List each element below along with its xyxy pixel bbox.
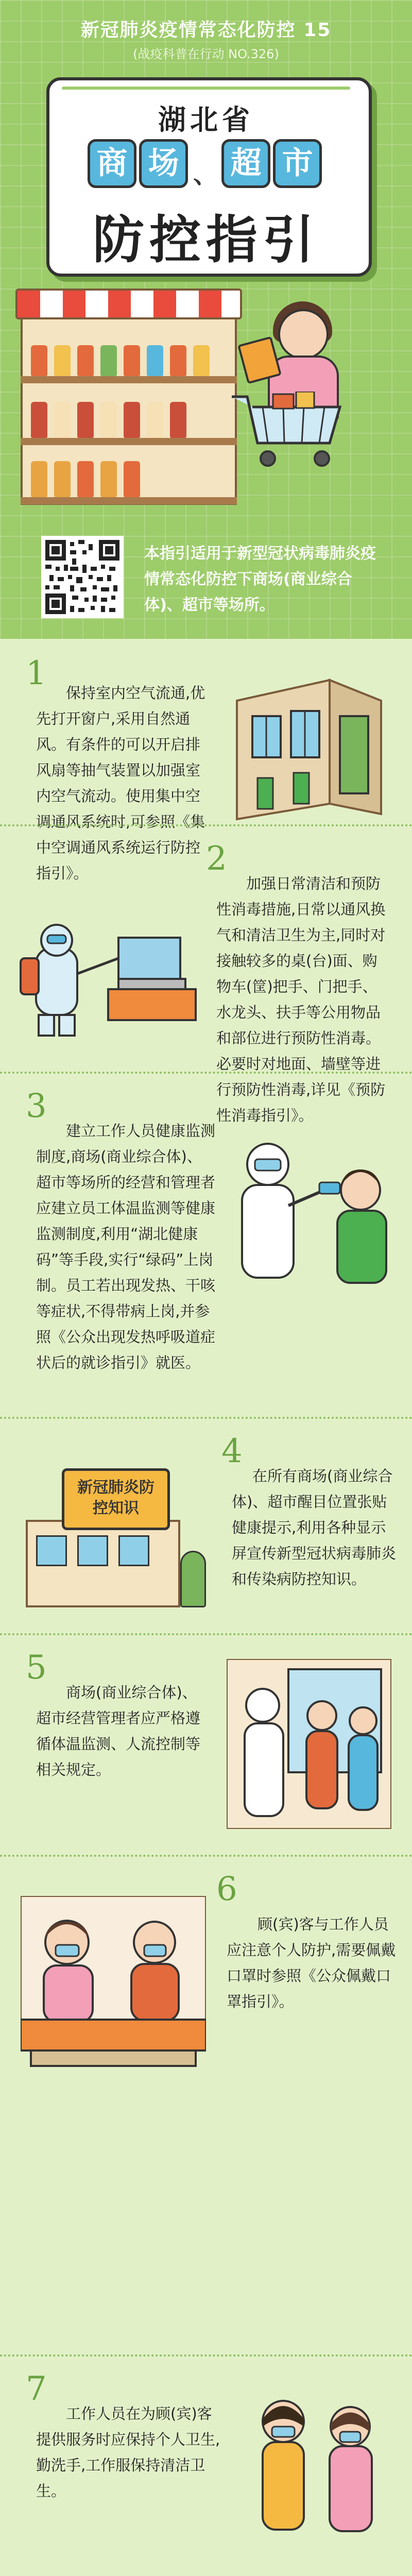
province-title: 湖北省	[158, 104, 254, 136]
shelf-awning	[15, 289, 242, 319]
intro-text: 本指引适用于新型冠状病毒肺炎疫情常态化防控下商场(商业综合体)、超市等场所。	[144, 545, 376, 614]
step-5	[0, 1649, 412, 1844]
step-number: 1	[26, 654, 47, 692]
step-text: 工作人员在为顾(宾)客提供服务时应保持个人卫生,勤洗手,工作服保持清洁卫生。	[36, 2405, 220, 2500]
health-sign-text: 新冠肺炎防控知识	[77, 1479, 154, 1517]
mask-wearing-illustration	[21, 1896, 206, 2071]
step-1	[0, 654, 412, 882]
series-number: (战疫科普在行动 NO.326)	[133, 47, 279, 61]
step-number: 2	[206, 840, 227, 878]
shopping-cart-icon	[227, 392, 345, 469]
section-divider	[0, 2354, 412, 2359]
section-divider	[0, 1633, 412, 1637]
step-number: 3	[26, 1087, 47, 1125]
series-title: 新冠肺炎疫情常态化防控 15	[80, 20, 332, 41]
step-6	[0, 1870, 412, 2087]
section-divider	[0, 824, 412, 828]
venue-char-box: 市	[273, 139, 322, 188]
supermarket-shelf-illustration	[21, 289, 237, 505]
step-text: 保持室内空气流通,优先打开窗户,采用自然通风。有条件的可以开启排风扇等抽气装置以加强室内空气流动。使用集中空调通风系统时,可参照《集中空调通风系统运行防控指引》。	[36, 684, 205, 882]
step-number: 6	[216, 1870, 237, 1908]
guide-title: 防控指引	[93, 210, 319, 270]
step-7	[0, 2370, 412, 2576]
crowd-control-illustration	[227, 1659, 391, 1829]
shopper-head	[278, 309, 329, 360]
section-divider	[0, 1072, 412, 1076]
venue-separator: 、	[193, 160, 218, 189]
step-number: 5	[26, 1649, 47, 1687]
step-text: 在所有商场(商业综合体)、超市醒目位置张贴健康提示,利用各种显示屏宣传新型冠状病毒肺炎和传染病防控知识。	[232, 1467, 397, 1588]
title-card-stripe	[62, 87, 350, 90]
step-number: 4	[221, 1432, 243, 1470]
section-divider	[0, 1855, 412, 1859]
step-2	[0, 840, 412, 1124]
temperature-check-illustration	[227, 1133, 397, 1288]
step-text: 建立工作人员健康监测制度,商场(商业综合体)、超市等场所的经营和管理者应建立员工体温监测等健康监测制度,利用“湖北健康码”等手段,实行“绿码”上岗制。员工若出现发热、干咳等症状,不得带病上岗,并参照《公众出现发热呼吸道症状后的就诊指引》就医。	[36, 1122, 216, 1371]
venue-title-row	[88, 139, 324, 188]
intro-section	[0, 515, 412, 639]
section-divider	[0, 1417, 412, 1421]
step-number: 7	[26, 2370, 47, 2408]
health-sign-illustration	[26, 1468, 211, 1613]
disinfection-worker-illustration	[15, 917, 201, 1041]
venue-char-box: 超	[221, 139, 270, 188]
ventilation-illustration	[227, 670, 391, 824]
step-3	[0, 1087, 412, 1406]
step-4	[0, 1432, 412, 1628]
step-text: 商场(商业综合体)、超市经营管理者应严格遵循体温监测、人流控制等相关规定。	[36, 1684, 201, 1778]
step-text: 加强日常清洁和预防性消毒措施,日常以通风换气和清洁卫生为主,同时对接触较多的桌(台)面、购物车(筐)把手、门把手、水龙头、扶手等公用物品和部位进行预防性消毒。必要时对地面、墙壁等进行预防性消毒,详见《预防性消毒指引》。	[216, 875, 386, 1124]
venue-char-box: 场	[139, 139, 188, 188]
staff-hygiene-illustration	[242, 2391, 397, 2545]
qr-code-icon[interactable]	[41, 536, 124, 618]
venue-char-box: 商	[88, 139, 136, 188]
header-banner	[0, 0, 412, 515]
step-text: 顾(宾)客与工作人员应注意个人防护,需要佩戴口罩时参照《公众佩戴口罩指引》。	[227, 1916, 396, 2010]
